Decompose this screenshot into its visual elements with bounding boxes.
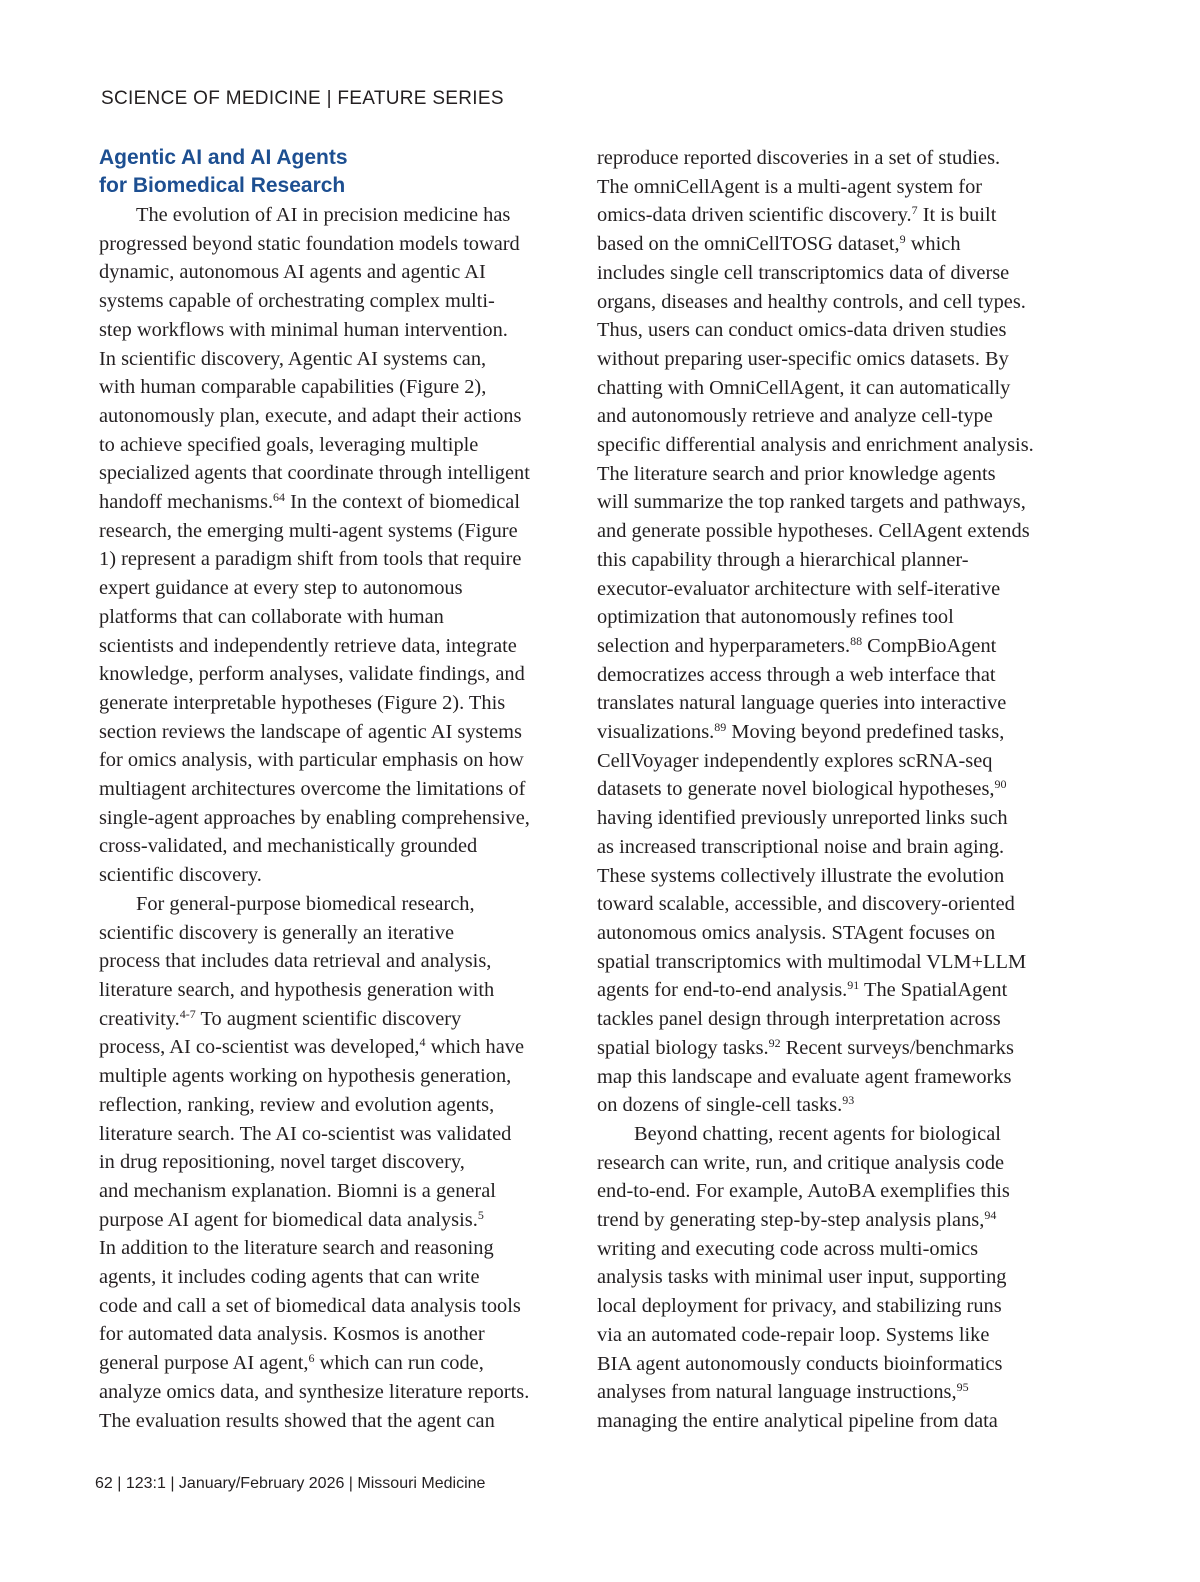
page-footer: 62 | 123:1 | January/February 2026 | Missouri Medicine (95, 1475, 486, 1492)
text-line (597, 661, 1075, 690)
text-segment: end-to-end. For example, AutoBA exemplifies this (597, 1180, 1010, 1203)
text-segment: specialized agents that coordinate through intelligent (99, 462, 530, 485)
text-segment: For general-purpose biomedical research, (136, 892, 475, 915)
text-line (597, 1091, 1075, 1120)
text-line (597, 345, 1075, 374)
text-segment: Thus, users can conduct omics-data driven studies (597, 319, 1007, 342)
text-line (99, 632, 577, 661)
text-segment: executor-evaluator architecture with self-iterative (597, 577, 1001, 600)
text-line (99, 402, 577, 431)
text-segment: process, AI co-scientist was developed, (99, 1036, 420, 1059)
text-segment: The evaluation results showed that the agent can (99, 1409, 495, 1432)
text-line (597, 144, 1075, 173)
text-segment: handoff mechanisms. (99, 491, 274, 514)
text-segment: based on the omniCellTOSG dataset, (597, 233, 900, 256)
text-line (99, 1349, 577, 1378)
text-line (99, 1091, 577, 1120)
text-line (597, 976, 1075, 1005)
text-line (597, 488, 1075, 517)
text-line (597, 919, 1075, 948)
reference-superscript: 89 (714, 720, 727, 735)
text-segment: multiple agents working on hypothesis generation, (99, 1065, 512, 1088)
text-line (99, 459, 577, 488)
reference-superscript: 64 (273, 490, 286, 505)
text-segment: to achieve specified goals, leveraging multiple (99, 433, 479, 456)
text-segment: BIA agent autonomously conducts bioinformatics (597, 1352, 1003, 1375)
text-segment: spatial biology tasks. (597, 1036, 769, 1059)
text-line (99, 1062, 577, 1091)
text-segment: analyze omics data, and synthesize literature reports. (99, 1380, 530, 1403)
text-segment: CompBioAgent (862, 634, 997, 657)
text-segment: These systems collectively illustrate the evolution (597, 864, 1005, 887)
reference-superscript: 91 (847, 978, 860, 993)
text-segment: will summarize the top ranked targets and pathways, (597, 491, 1026, 514)
text-segment: agents for end-to-end analysis. (597, 979, 848, 1002)
section-title (99, 144, 577, 200)
text-segment: reproduce reported discoveries in a set of studies. (597, 147, 1001, 169)
right-column-body (597, 144, 1075, 1436)
text-line (99, 545, 577, 574)
text-segment: The literature search and prior knowledge agents (597, 462, 996, 485)
text-segment: cross-validated, and mechanistically grounded (99, 835, 478, 858)
text-segment: autonomous omics analysis. STAgent focuses on (597, 921, 996, 944)
text-line (597, 804, 1075, 833)
text-line (99, 1005, 577, 1034)
text-segment: analysis tasks with minimal user input, supporting (597, 1266, 1007, 1289)
reference-superscript: 5 (477, 1207, 484, 1222)
text-segment: research can write, run, and critique analysis code (597, 1151, 1005, 1174)
text-line (99, 1320, 577, 1349)
text-segment: analyses from natural language instructions, (597, 1381, 957, 1404)
text-line (99, 718, 577, 747)
text-line (99, 345, 577, 374)
reference-superscript: 93 (842, 1093, 855, 1108)
text-segment: general purpose AI agent, (99, 1352, 309, 1375)
text-segment: includes single cell transcriptomics data of diverse (597, 261, 1010, 284)
text-segment: via an automated code-repair loop. Systems like (597, 1323, 990, 1346)
text-line (597, 1350, 1075, 1379)
text-line (597, 288, 1075, 317)
text-segment: local deployment for privacy, and stabilizing runs (597, 1295, 1002, 1318)
text-line (99, 230, 577, 259)
text-line (99, 258, 577, 287)
text-segment: expert guidance at every step to autonomous (99, 577, 463, 600)
text-segment: research, the emerging multi-agent systems (Figure (99, 519, 518, 542)
text-segment: reflection, ranking, review and evolution agents, (99, 1093, 495, 1116)
text-line (99, 1177, 577, 1206)
text-line (597, 1005, 1075, 1034)
text-line (99, 976, 577, 1005)
text-line (597, 1292, 1075, 1321)
reference-superscript: 4-7 (179, 1006, 196, 1021)
text-segment: creativity. (99, 1007, 180, 1030)
left-column (99, 144, 577, 1435)
text-line (597, 948, 1075, 977)
text-segment: managing the entire analytical pipeline from data (597, 1409, 998, 1432)
text-segment: single-agent approaches by enabling comprehensive, (99, 806, 530, 829)
text-line (597, 1063, 1075, 1092)
text-line (597, 374, 1075, 403)
text-line (597, 1263, 1075, 1292)
text-line (597, 460, 1075, 489)
text-line (99, 660, 577, 689)
running-head: SCIENCE OF MEDICINE | FEATURE SERIES (101, 88, 504, 109)
text-line (597, 775, 1075, 804)
text-line (99, 947, 577, 976)
text-segment: having identified previously unreported links such (597, 807, 1008, 830)
text-segment: generate interpretable hypotheses (Figure 2). This (99, 691, 506, 714)
text-segment: The SpatialAgent (859, 979, 1008, 1002)
text-line (597, 718, 1075, 747)
text-segment: dynamic, autonomous AI agents and agentic AI (99, 261, 486, 284)
text-segment: In the context of biomedical (285, 491, 521, 514)
text-segment: tackles panel design through interpretation across (597, 1008, 1001, 1031)
text-line (99, 746, 577, 775)
text-segment: with human comparable capabilities (Figure 2), (99, 376, 487, 399)
section-title-line: for Biomedical Research (99, 174, 346, 197)
text-line (99, 1407, 577, 1436)
text-segment: which (905, 233, 961, 256)
left-column-body (99, 201, 577, 1435)
text-segment: chatting with OmniCellAgent, it can automatically (597, 376, 1011, 399)
text-line (597, 747, 1075, 776)
text-line (99, 517, 577, 546)
text-segment: which have (425, 1036, 525, 1059)
text-line (597, 1149, 1075, 1178)
text-line (99, 689, 577, 718)
text-segment: 1) represent a paradigm shift from tools that require (99, 548, 522, 571)
text-line (99, 1378, 577, 1407)
text-segment: optimization that autonomously refines tool (597, 606, 954, 629)
text-line (597, 833, 1075, 862)
text-line (99, 775, 577, 804)
text-line (99, 832, 577, 861)
reference-superscript: 6 (308, 1351, 315, 1366)
text-line (597, 316, 1075, 345)
text-line (99, 1206, 577, 1235)
text-segment: Beyond chatting, recent agents for biological (634, 1122, 1001, 1145)
text-line (99, 574, 577, 603)
text-line (597, 1321, 1075, 1350)
text-segment: and generate possible hypotheses. CellAgent extends (597, 520, 1030, 543)
text-segment: this capability through a hierarchical planner- (597, 548, 969, 571)
text-segment: It is built (917, 204, 997, 227)
text-segment: scientific discovery is generally an iterative (99, 921, 454, 944)
text-line (99, 919, 577, 948)
reference-superscript: 9 (899, 232, 906, 247)
text-segment: platforms that can collaborate with human (99, 605, 444, 628)
text-segment: multiagent architectures overcome the limitations of (99, 778, 526, 801)
reference-superscript: 88 (850, 633, 863, 648)
text-segment: To augment scientific discovery (195, 1007, 462, 1030)
text-segment: CellVoyager independently explores scRNA-seq (597, 749, 993, 772)
text-line (99, 201, 577, 230)
reference-superscript: 92 (768, 1035, 781, 1050)
text-line (99, 1120, 577, 1149)
reference-superscript: 94 (984, 1208, 997, 1223)
text-line (597, 689, 1075, 718)
text-line (597, 402, 1075, 431)
text-line (597, 1177, 1075, 1206)
text-segment: literature search, and hypothesis generation with (99, 978, 495, 1001)
text-segment: toward scalable, accessible, and discovery-oriented (597, 893, 1015, 916)
text-segment: omics-data driven scientific discovery. (597, 204, 912, 227)
reference-superscript: 95 (956, 1380, 969, 1395)
text-line (99, 603, 577, 632)
text-segment: section reviews the landscape of agentic AI systems (99, 720, 522, 743)
text-segment: In scientific discovery, Agentic AI systems can, (99, 347, 487, 370)
text-line (99, 1234, 577, 1263)
section-title-line: Agentic AI and AI Agents (99, 146, 348, 169)
text-segment: The omniCellAgent is a multi-agent system for (597, 175, 983, 198)
text-segment: writing and executing code across multi-omics (597, 1237, 979, 1260)
text-line (597, 1235, 1075, 1264)
text-segment: datasets to generate novel biological hypotheses, (597, 778, 995, 801)
text-segment: without preparing user-specific omics datasets. By (597, 347, 1009, 370)
text-segment: organs, diseases and healthy controls, and cell types. (597, 290, 1026, 313)
text-line (597, 201, 1075, 230)
text-line (597, 575, 1075, 604)
text-segment: step workflows with minimal human intervention. (99, 318, 508, 341)
text-line (99, 316, 577, 345)
reference-superscript: 4 (419, 1035, 426, 1050)
text-segment: purpose AI agent for biomedical data analysis. (99, 1208, 478, 1231)
text-segment: translates natural language queries into interactive (597, 692, 1007, 715)
text-line (597, 517, 1075, 546)
text-segment: visualizations. (597, 721, 715, 744)
text-segment: on dozens of single-cell tasks. (597, 1094, 843, 1117)
text-line (99, 431, 577, 460)
text-line (99, 1148, 577, 1177)
right-column (597, 144, 1075, 1436)
text-segment: In addition to the literature search and reasoning (99, 1237, 494, 1260)
text-line (597, 1378, 1075, 1407)
text-segment: map this landscape and evaluate agent frameworks (597, 1065, 1012, 1088)
text-segment: scientific discovery. (99, 864, 262, 887)
reference-superscript: 7 (911, 203, 918, 218)
text-segment: code and call a set of biomedical data analysis tools (99, 1294, 521, 1317)
text-segment: spatial transcriptomics with multimodal VLM+LLM (597, 950, 1027, 973)
text-segment: trend by generating step-by-step analysis plans, (597, 1209, 985, 1232)
text-segment: for automated data analysis. Kosmos is another (99, 1323, 485, 1346)
text-segment: progressed beyond static foundation models toward (99, 232, 520, 255)
text-line (597, 431, 1075, 460)
text-line (99, 804, 577, 833)
text-line (597, 230, 1075, 259)
text-segment: Recent surveys/benchmarks (780, 1036, 1014, 1059)
text-line (597, 1206, 1075, 1235)
text-segment: literature search. The AI co-scientist was validated (99, 1122, 512, 1145)
text-line (597, 1407, 1075, 1436)
text-line (597, 603, 1075, 632)
text-line (99, 890, 577, 919)
text-line (99, 287, 577, 316)
text-segment: in drug repositioning, novel target discovery, (99, 1151, 465, 1174)
text-line (99, 1033, 577, 1062)
text-segment: and autonomously retrieve and analyze cell-type (597, 405, 993, 428)
text-line (99, 1292, 577, 1321)
text-segment: selection and hyperparameters. (597, 634, 851, 657)
text-segment: The evolution of AI in precision medicine has (136, 204, 511, 226)
reference-superscript: 90 (994, 777, 1007, 792)
text-line (99, 861, 577, 890)
text-segment: Moving beyond predefined tasks, (726, 721, 1005, 744)
text-segment: autonomously plan, execute, and adapt their actions (99, 404, 522, 427)
text-line (597, 173, 1075, 202)
text-segment: for omics analysis, with particular emphasis on how (99, 749, 524, 772)
text-line (99, 1263, 577, 1292)
text-line (597, 890, 1075, 919)
text-line (597, 632, 1075, 661)
text-line (597, 862, 1075, 891)
text-segment: agents, it includes coding agents that can write (99, 1266, 480, 1289)
text-segment: which can run code, (314, 1352, 484, 1375)
text-segment: and mechanism explanation. Biomni is a general (99, 1179, 496, 1202)
text-line (597, 546, 1075, 575)
text-line (597, 259, 1075, 288)
text-segment: systems capable of orchestrating complex multi- (99, 290, 495, 313)
text-segment: specific differential analysis and enrichment analysis. (597, 434, 1034, 457)
text-line (597, 1034, 1075, 1063)
text-line (597, 1120, 1075, 1149)
text-segment: knowledge, perform analyses, validate findings, and (99, 663, 525, 686)
text-segment: scientists and independently retrieve data, integrate (99, 634, 517, 657)
text-line (99, 373, 577, 402)
text-segment: process that includes data retrieval and analysis, (99, 950, 492, 973)
text-segment: as increased transcriptional noise and brain aging. (597, 835, 1005, 858)
text-line (99, 488, 577, 517)
text-segment: democratizes access through a web interface that (597, 663, 996, 686)
